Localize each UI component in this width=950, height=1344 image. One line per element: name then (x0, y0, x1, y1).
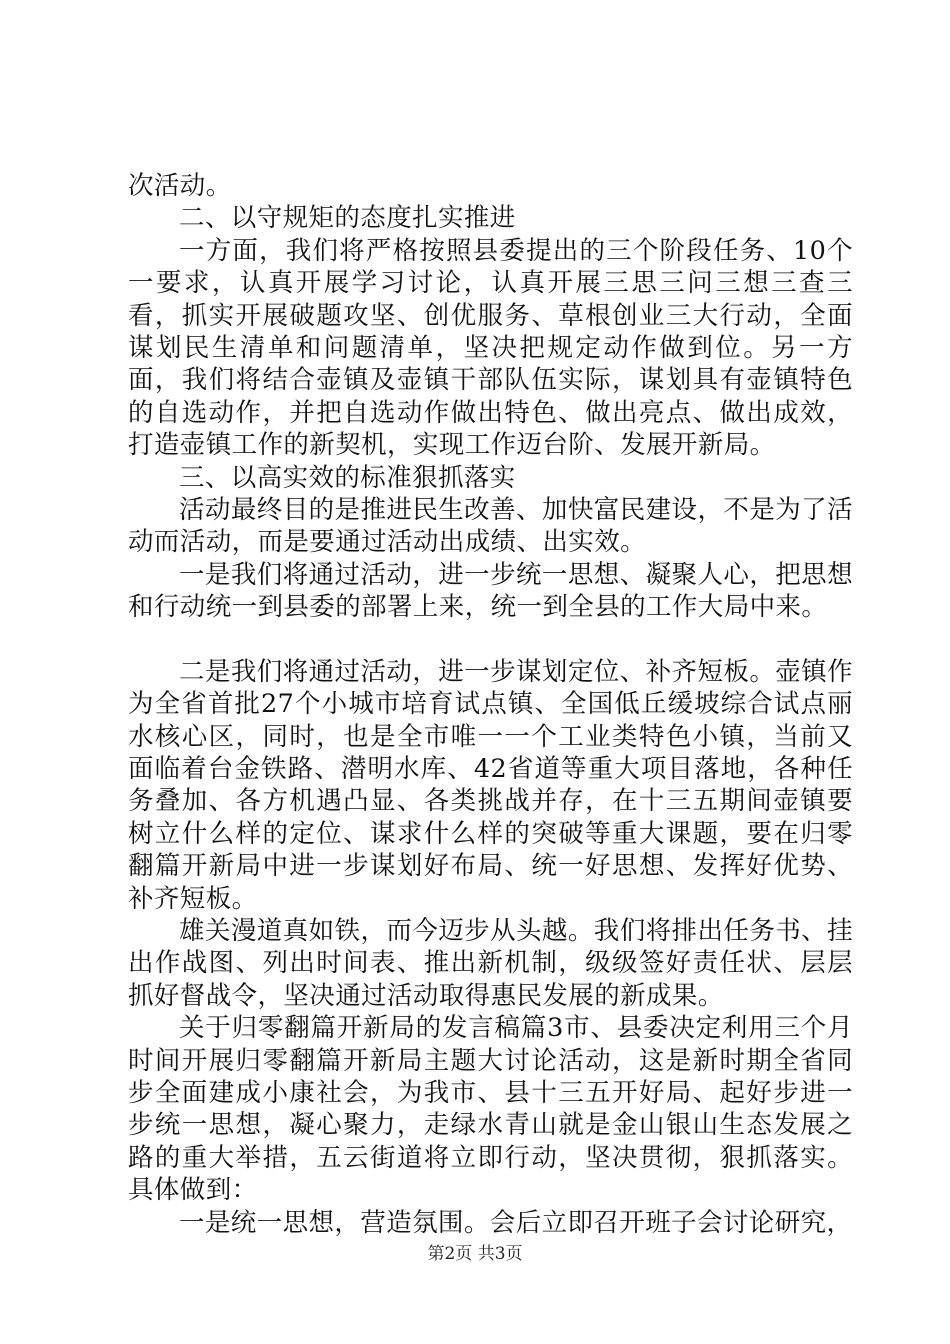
section-heading-2: 二、以守规矩的态度扎实推进 (179, 203, 516, 234)
paragraph-goal: 活动最终目的是推进民生改善、加快富民建设，不是为了活动而活动，而是要通过活动出成绩、出实效。 (128, 495, 853, 558)
paragraph-point-one: 一是我们将通过活动，进一步统一思想、凝聚人心，把思想和行动统一到县委的部署上来，统一到全县的工作大局中来。 (128, 559, 853, 623)
paragraph-motto: 雄关漫道真如铁，而今迈步从头越。我们将排出任务书、挂出作战图、列出时间表、推出新机制，级级签好责任状、层层抓好督战令，坚决通过活动取得惠民发展的新成果。 (128, 915, 853, 1011)
paragraph-unify-thought: 一是统一思想，营造氛围。会后立即召开班子会讨论研究， (179, 1207, 853, 1238)
paragraph-continuation: 次活动。 (128, 171, 232, 201)
section-heading-3: 三、以高实效的标准狠抓落实 (179, 462, 516, 493)
paragraph-speech-3: 关于归零翻篇开新局的发言稿篇3市、县委决定利用三个月时间开展归零翻篇开新局主题大讨论活动，这是新时期全省同步全面建成小康社会，为我市、县十三五开好局、起好步进一步统一思想，凝心聚力，走绿水青山就是金山银山生态发展之路的重大举措，五云街道将立即行动，坚决贯彻，狠抓落实。具体做到： (128, 1013, 853, 1206)
paragraph-plan: 一方面，我们将严格按照县委提出的三个阶段任务、10个一要求，认真开展学习讨论，认真开展三思三问三想三查三看，抓实开展破题攻坚、创优服务、草根创业三大行动，全面谋划民生清单和问题清单，坚决把规定动作做到位。另一方面，我们将结合壶镇及壶镇干部队伍实际，谋划具有壶镇特色的自选动作，并把自选动作做出特色、做出亮点、做出成效，打造壶镇工作的新契机，实现工作迈台阶、发展开新局。 (128, 235, 853, 461)
page-footer: 第2页 共3页 (427, 1244, 523, 1264)
document-body (128, 170, 853, 1239)
paragraph-point-two: 二是我们将通过活动，进一步谋划定位、补齐短板。壶镇作为全省首批27个小城市培育试点镇、全国低丘缓坡综合试点丽水核心区，同时，也是全市唯一一个工业类特色小镇，当前又面临着台金铁路、潜明水库、42省道等重大项目落地，各种任务叠加、各方机遇凸显、各类挑战并存，在十三五期间壶镇要树立什么样的定位、谋求什么样的突破等重大课题，要在归零翻篇开新局中进一步谋划好布局、统一好思想、发挥好优势、补齐短板。 (128, 656, 853, 914)
paragraph-gap (128, 624, 853, 656)
